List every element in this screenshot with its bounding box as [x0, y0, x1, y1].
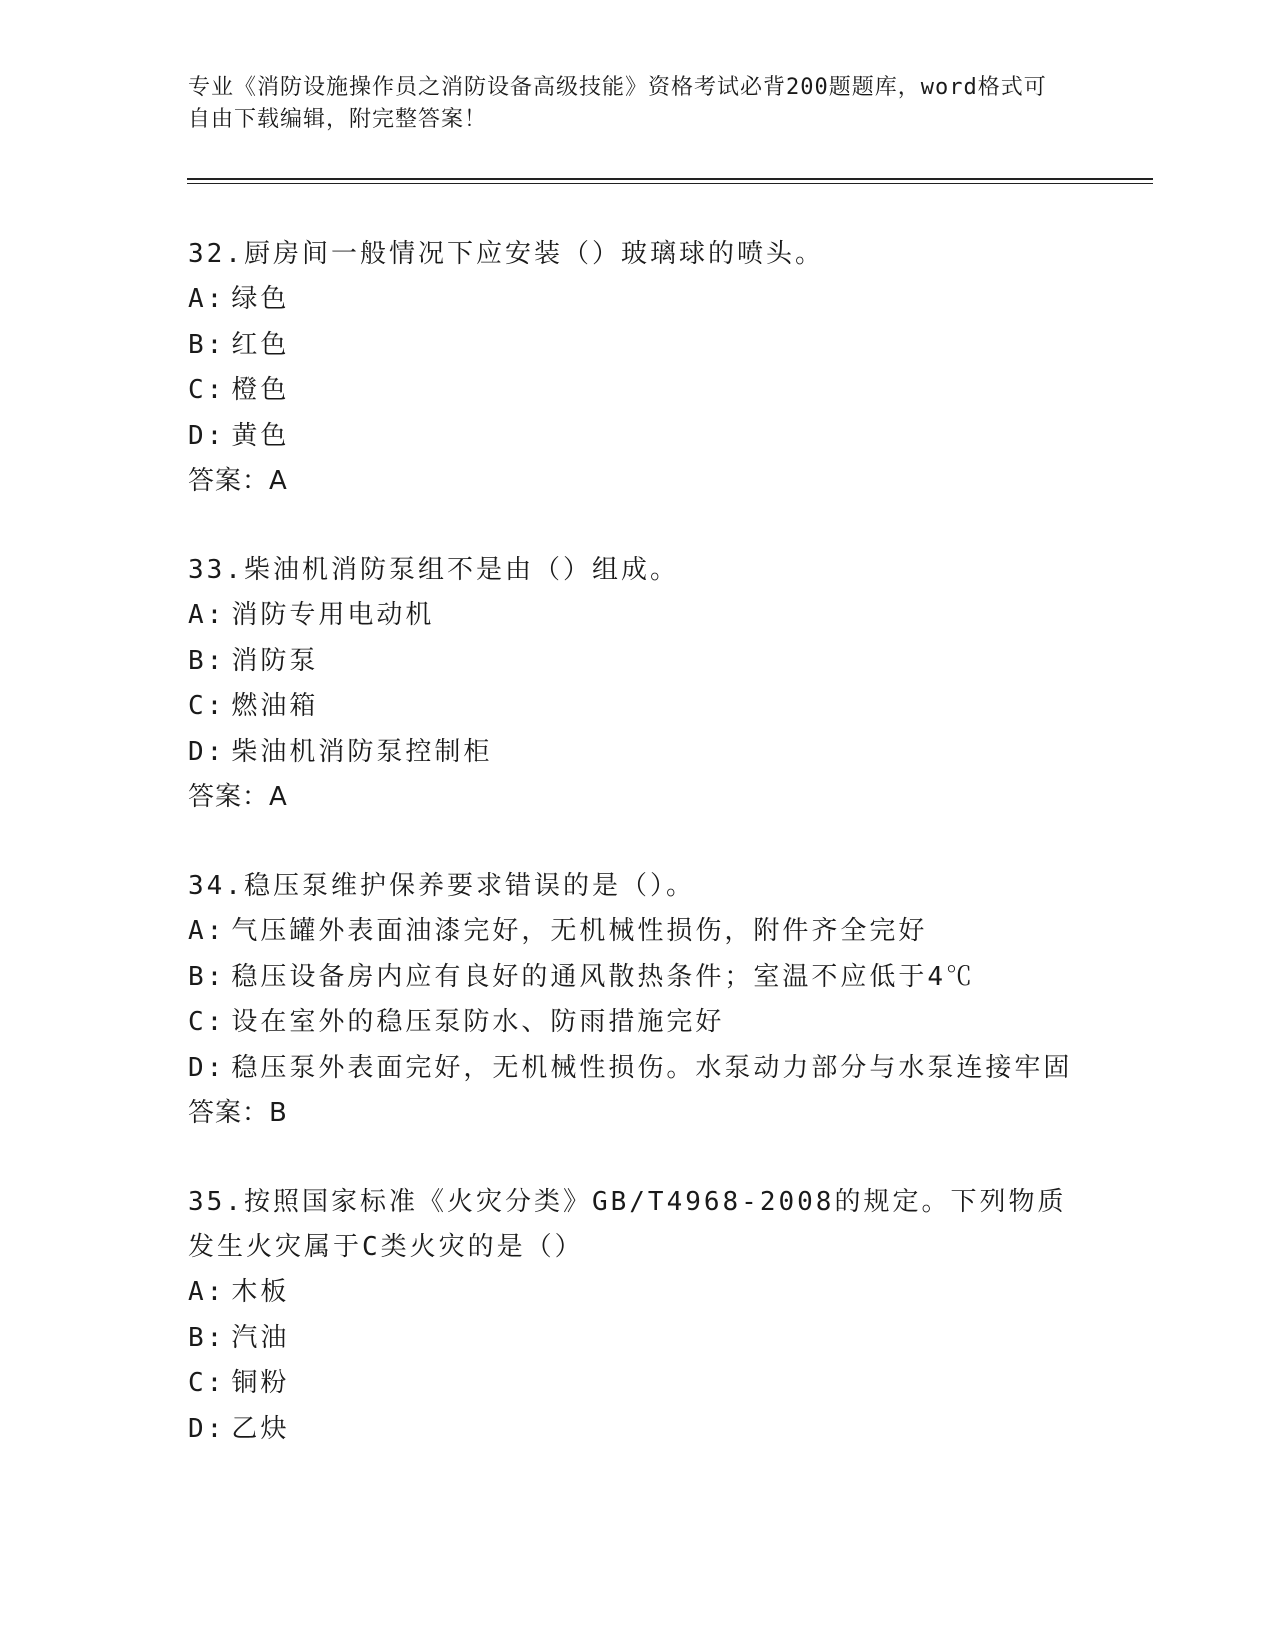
option-letter: C: [188, 375, 226, 405]
option-letter: D: [188, 736, 226, 767]
option-a [188, 1270, 1088, 1316]
option-text: 气压罐外表面油漆完好，无机械性损伤，附件齐全完好 [231, 916, 928, 946]
option-a [188, 593, 1088, 639]
option-letter: A: [188, 600, 226, 630]
option-b [188, 1316, 1088, 1362]
header-divider-thin [187, 183, 1153, 184]
option-text: 铜粉 [231, 1368, 290, 1398]
option-text: 汽油 [231, 1322, 290, 1353]
option-b [188, 955, 1088, 1001]
option-letter: A: [188, 1277, 226, 1307]
question-text: 34.稳压泵维护保养要求错误的是（）。 [188, 871, 695, 901]
option-c [188, 368, 1088, 414]
question-35 [188, 1180, 1088, 1452]
option-d [188, 414, 1088, 460]
option-text: 乙炔 [231, 1413, 290, 1444]
option-text: 橙色 [231, 375, 290, 405]
option-letter: D: [188, 1052, 226, 1083]
answer-line: 答案：B [188, 1098, 288, 1128]
option-text: 木板 [231, 1277, 290, 1307]
option-d [188, 730, 1088, 776]
option-c [188, 684, 1088, 730]
option-text: 柴油机消防泵控制柜 [231, 736, 493, 767]
option-text: 黄色 [231, 420, 290, 451]
option-text: 消防专用电动机 [231, 600, 435, 630]
question-33 [188, 548, 1088, 820]
option-text: 绿色 [231, 284, 290, 314]
document-header: 专业《消防设施操作员之消防设备高级技能》资格考试必背200题题库，word格式可自由下载编辑，附完整答案！ [188, 75, 1047, 132]
option-letter: C: [188, 1007, 226, 1037]
option-b [188, 639, 1088, 685]
option-letter: C: [188, 691, 226, 721]
option-text: 消防泵 [231, 645, 319, 676]
option-text: 燃油箱 [231, 691, 319, 721]
question-text: 32.厨房间一般情况下应安装（）玻璃球的喷头。 [188, 239, 824, 269]
header-divider-thick [187, 178, 1153, 180]
option-letter: B: [188, 329, 226, 360]
option-text: 稳压泵外表面完好，无机械性损伤。水泵动力部分与水泵连接牢固 [231, 1052, 1073, 1083]
question-text: 35.按照国家标准《火灾分类》GB/T4968-2008的规定。下列物质发生火灾属于C类火灾的是（） [188, 1187, 1067, 1262]
option-letter: D: [188, 1413, 226, 1444]
option-c [188, 1000, 1088, 1046]
option-letter: D: [188, 420, 226, 451]
option-d [188, 1046, 1088, 1092]
question-text: 33.柴油机消防泵组不是由（）组成。 [188, 555, 679, 585]
option-text: 红色 [231, 329, 290, 360]
option-letter: B: [188, 1322, 226, 1353]
question-34 [188, 864, 1088, 1136]
option-text: 设在室外的稳压泵防水、防雨措施完好 [231, 1007, 725, 1037]
option-b [188, 323, 1088, 369]
answer-line: 答案：A [188, 782, 288, 812]
option-letter: B: [188, 645, 226, 676]
option-c [188, 1361, 1088, 1407]
option-a [188, 277, 1088, 323]
option-d [188, 1407, 1088, 1453]
option-a [188, 909, 1088, 955]
option-letter: A: [188, 916, 226, 946]
answer-line: 答案：A [188, 466, 288, 496]
option-letter: B: [188, 961, 226, 992]
question-list [188, 232, 1088, 1496]
option-text: 稳压设备房内应有良好的通风散热条件；室温不应低于4℃ [231, 961, 975, 992]
option-letter: A: [188, 284, 226, 314]
question-32 [188, 232, 1088, 504]
option-letter: C: [188, 1368, 226, 1398]
